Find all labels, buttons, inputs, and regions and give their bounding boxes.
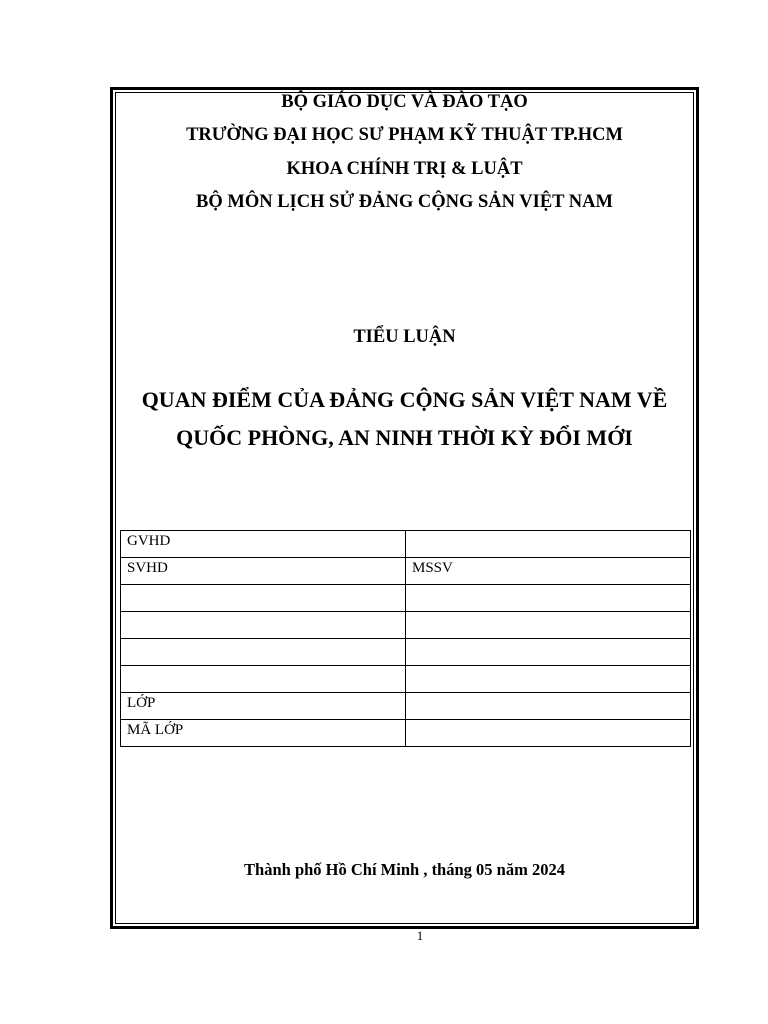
table-cell bbox=[121, 666, 406, 693]
table-cell bbox=[406, 720, 691, 747]
table-cell bbox=[406, 639, 691, 666]
document-type: TIỂU LUẬN bbox=[353, 327, 456, 347]
table-cell: MSSV bbox=[406, 558, 691, 585]
table-cell bbox=[406, 693, 691, 720]
table-cell bbox=[406, 666, 691, 693]
table-cell bbox=[121, 639, 406, 666]
table-row bbox=[121, 612, 691, 639]
ministry-heading: BỘ GIÁO DỤC VÀ ĐÀO TẠO bbox=[281, 92, 528, 112]
university-heading: TRƯỜNG ĐẠI HỌC SƯ PHẠM KỸ THUẬT TP.HCM bbox=[186, 125, 623, 145]
table-cell: GVHD bbox=[121, 531, 406, 558]
table-cell bbox=[121, 612, 406, 639]
table-cell bbox=[406, 612, 691, 639]
table-cell bbox=[406, 531, 691, 558]
place-and-date: Thành phố Hồ Chí Minh , tháng 05 năm 2024 bbox=[244, 860, 565, 879]
table-cell: SVHD bbox=[121, 558, 406, 585]
table-cell bbox=[406, 585, 691, 612]
table-row bbox=[121, 585, 691, 612]
table-row bbox=[121, 639, 691, 666]
essay-title-line-1: QUAN ĐIỂM CỦA ĐẢNG CỘNG SẢN VIỆT NAM VỀ bbox=[141, 387, 668, 412]
table-row bbox=[121, 558, 691, 585]
table-cell bbox=[121, 585, 406, 612]
page-border-inner bbox=[115, 92, 694, 924]
table-row bbox=[121, 666, 691, 693]
table-row bbox=[121, 531, 691, 558]
info-table bbox=[120, 530, 691, 747]
table-row bbox=[121, 693, 691, 720]
page-number: 1 bbox=[416, 928, 424, 943]
table-row bbox=[121, 720, 691, 747]
faculty-heading: KHOA CHÍNH TRỊ & LUẬT bbox=[286, 159, 523, 179]
table-cell: LỚP bbox=[121, 693, 406, 720]
essay-title-line-2: QUỐC PHÒNG, AN NINH THỜI KỲ ĐỔI MỚI bbox=[176, 425, 633, 450]
table-cell: MÃ LỚP bbox=[121, 720, 406, 747]
department-heading: BỘ MÔN LỊCH SỬ ĐẢNG CỘNG SẢN VIỆT NAM bbox=[196, 192, 613, 212]
